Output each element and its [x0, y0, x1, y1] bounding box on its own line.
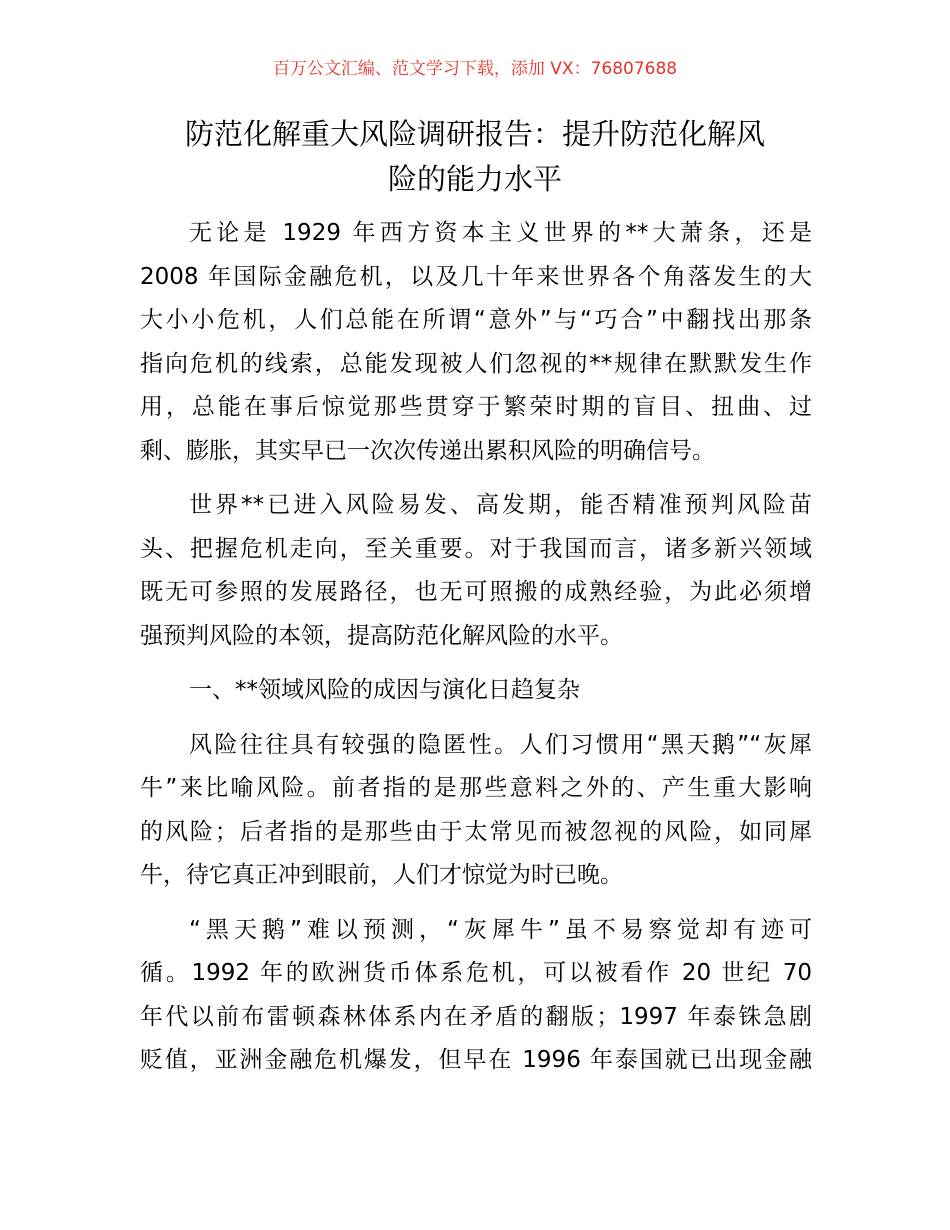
paragraph-1 [140, 212, 812, 473]
document-body [140, 212, 812, 1094]
paragraph-line: “黑天鹅”难以预测，“灰犀牛”虽不易察觉却有迹可 [189, 916, 812, 943]
paragraph-line: 风险往往具有较强的隐匿性。人们习惯用“黑天鹅”“灰犀 [189, 731, 812, 758]
paragraph-line: 2008 年国际金融危机，以及几十年来世界各个角落发生的大 [140, 263, 812, 290]
paragraph-line: 大小小危机，人们总能在所谓“意外”与“巧合”中翻找出那条 [140, 307, 812, 333]
paragraph-line: 头、把握危机走向，至关重要。对于我国而言，诸多新兴领域 [140, 535, 812, 562]
paragraph-line: 年代以前布雷顿森林体系内在矛盾的翻版；1997 年泰铢急剧 [140, 1003, 812, 1030]
title-line-2: 险的能力水平 [387, 162, 562, 196]
paragraph-line: 牛，待它真正冲到眼前，人们才惊觉为时已晚。 [140, 862, 623, 888]
title-line-1: 防范化解重大风险调研报告：提升防范化解风 [184, 117, 765, 151]
paragraph-line: 既无可参照的发展路径，也无可照搬的成熟经验，为此必须增 [140, 579, 812, 605]
paragraph-line: 剩、膨胀，其实早已一次次传递出累积风险的明确信号。 [140, 437, 715, 464]
paragraph-line: 牛”来比喻风险。前者指的是那些意料之外的、产生重大影响 [140, 775, 812, 801]
paragraph-line: 无论是 1929 年西方资本主义世界的**大萧条，还是 [189, 220, 812, 246]
paragraph-line: 强预判风险的本领，提高防范化解风险的水平。 [140, 622, 623, 649]
section-heading-text: 一、**领域风险的成因与演化日趋复杂 [189, 677, 580, 703]
paragraph-line: 的风险；后者指的是那些由于太常见而被忽视的风险，如同犀 [140, 818, 812, 845]
paragraph-line: 循。1992 年的欧洲货币体系危机，可以被看作 20 世纪 70 [140, 960, 812, 986]
paragraph-line: 用，总能在事后惊觉那些贯穿于繁荣时期的盲目、扭曲、过 [140, 394, 812, 420]
section-heading [140, 669, 812, 713]
paragraph-line: 世界**已进入风险易发、高发期，能否精准预判风险苗 [189, 492, 812, 518]
paragraph-2 [140, 484, 812, 658]
promo-header-note: 百万公文汇编、范文学习下载，添加 VX：76807688 [272, 59, 678, 79]
paragraph-line: 指向危机的线索，总能发现被人们忽视的**规律在默默发生作 [140, 350, 812, 377]
paragraph-4 [140, 909, 812, 1083]
paragraph-line: 贬值，亚洲金融危机爆发，但早在 1996 年泰国就已出现金融 [140, 1047, 812, 1073]
document-title [140, 112, 810, 202]
paragraph-3 [140, 724, 812, 898]
